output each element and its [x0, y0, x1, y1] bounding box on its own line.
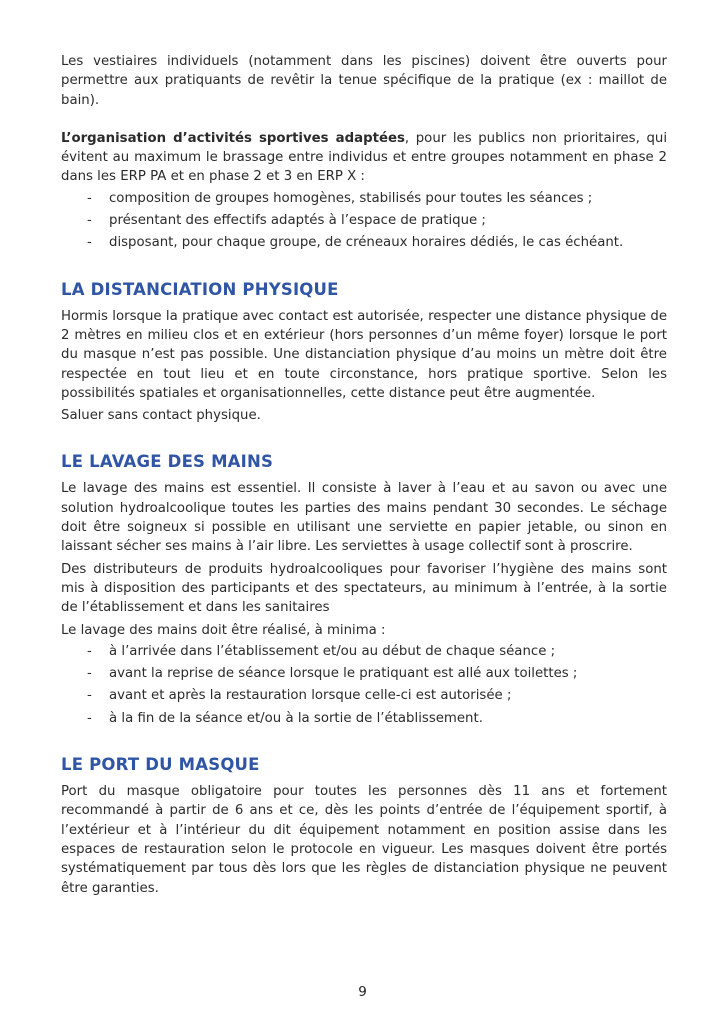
list-item: - présentant des effectifs adaptés à l’espace de pratique ; [87, 211, 667, 230]
page-number: 9 [358, 984, 367, 1000]
distanciation-paragraph: Hormis lorsque la pratique avec contact est autorisée, respecter une distance physique de 2 mètres en milieu clos et en extérieur (hors personnes d’un même foyer) lorsque le port du masque n’est pas possible. Une distanciation physique d’au moins un mètre doit être respectée en tout lieu et en toute circonstance, hors pratique sportive. Selon les possibilités spatiales et organisationnelles, cette distance peut être augmentée. [61, 308, 667, 401]
lavage-list [61, 642, 667, 728]
distanciation-salut: Saluer sans contact physique. [61, 408, 261, 424]
list-item: - avant et après la restauration lorsque celle-ci est autorisée ; [87, 686, 667, 705]
list-item: - avant la reprise de séance lorsque le pratiquant est allé aux toilettes ; [87, 664, 667, 683]
lavage-paragraph-1: Le lavage des mains est essentiel. Il consiste à laver à l’eau et au savon ou avec une solution hydroalcoolique toutes les parties des mains pendant 30 secondes. Le séchage doit être soigneux si possible en utilisant une serviette en papier jetable, ou sinon en laissant sécher ses mains à l’air libre. Les serviettes à usage collectif sont à proscrire. [61, 481, 667, 555]
section-title-distanciation: LA DISTANCIATION PHYSIQUE [61, 279, 339, 299]
list-item: - à la fin de la séance et/ou à la sortie de l’établissement. [87, 709, 667, 728]
organisation-paragraph [61, 129, 667, 187]
list-item: - à l’arrivée dans l’établissement et/ou au début de chaque séance ; [87, 642, 667, 661]
lavage-paragraph-2: Des distributeurs de produits hydroalcooliques pour favoriser l’hygiène des mains sont mis à disposition des participants et des spectateurs, au minimum à l’entrée, à la sortie de l’établissement et dans les sanitaires [61, 561, 667, 616]
organisation-list [61, 189, 667, 253]
vestiaires-paragraph: Les vestiaires individuels (notamment dans les piscines) doivent être ouverts pour permettre aux pratiquants de revêtir la tenue spécifique de la pratique (ex : maillot de bain). [61, 54, 667, 108]
list-item: - disposant, pour chaque groupe, de créneaux horaires dédiés, le cas échéant. [87, 233, 667, 252]
section-title-masque: LE PORT DU MASQUE [61, 755, 260, 775]
masque-paragraph: Port du masque obligatoire pour toutes les personnes dès 11 ans et fortement recommandé à partir de 6 ans et ce, dès les points d’entrée de l’équipement sportif, à l’extérieur et à l’intérieur du dit équipement notamment en position assise dans les espaces de restauration selon le protocole en vigueur. Les masques doivent être portés systématiquement par tous dès lors que les règles de distanciation physique ne peuvent être garanties. [61, 784, 667, 896]
organisation-text: , pour les publics non prioritaires, qui évitent au maximum le brassage entre individus et entre groupes notamment en phase 2 dans les ERP PA et en phase 2 et 3 en ERP X : [61, 130, 668, 185]
list-item: - composition de groupes homogènes, stabilisés pour toutes les séances ; [87, 189, 667, 208]
lavage-paragraph-3: Le lavage des mains doit être réalisé, à minima : [61, 622, 386, 638]
page-content [61, 52, 667, 898]
section-title-lavage: LE LAVAGE DES MAINS [61, 452, 274, 472]
organisation-bold-lead: L’organisation d’activités sportives adaptées [61, 130, 405, 146]
